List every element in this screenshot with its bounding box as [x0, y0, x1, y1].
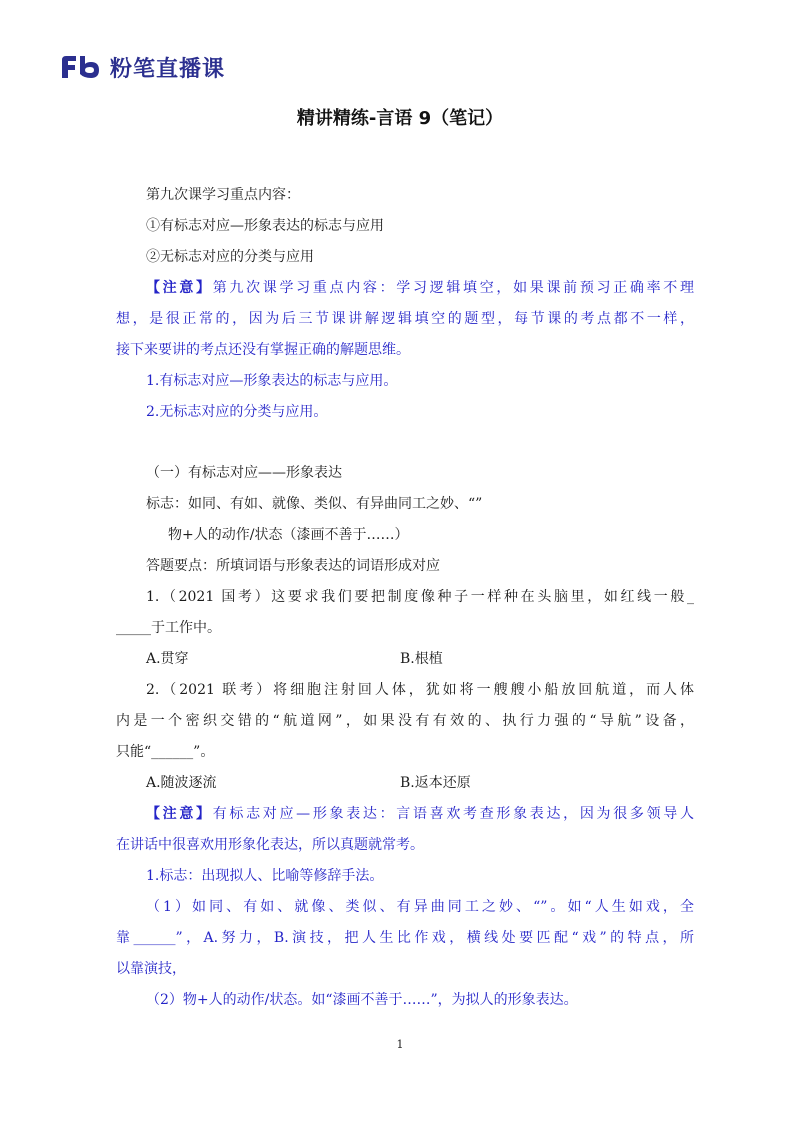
- fenbi-logo-icon: [60, 54, 102, 80]
- note-2-line-d: （1）如同、有如、就像、类似、有异曲同工之妙、“”。如“人生如戏，全: [146, 899, 694, 915]
- question-2-line-b: 内是一个密织交错的“航道网”，如果没有有效的、执行力强的“导航”设备，: [116, 713, 694, 729]
- note-tag: 【注意】: [146, 806, 213, 822]
- question-1-line-b: _____于工作中。: [116, 620, 221, 636]
- study-point-1: ①有标志对应—形象表达的标志与应用: [146, 218, 384, 234]
- question-2-line-a: 2.（2021 联考）将细胞注射回人体，犹如将一艘艘小船放回航道，而人体: [146, 682, 694, 698]
- brand-name: 粉笔直播课: [110, 56, 226, 82]
- question-1-line-a: 1.（2021 国考）这要求我们要把制度像种子一样种在头脑里，如红线一般_: [146, 589, 694, 605]
- markers-line: 标志：如同、有如、就像、类似、有异曲同工之妙、“”: [146, 496, 483, 512]
- question-2-line-c: 只能“______”。: [116, 744, 215, 760]
- note-2-line-e: 靠______”，A.努力，B.演技，把人生比作戏，横线处要匹配“戏”的特点，所: [116, 930, 694, 946]
- question-2-options: [116, 768, 694, 799]
- note-1-line-b: 想，是很正常的，因为后三节课讲解逻辑填空的题型，每节课的考点都不一样，: [116, 311, 694, 327]
- question-2-option-b: B.返本还原: [400, 775, 471, 791]
- document-title: 精讲精练-言语 9（笔记）: [296, 108, 504, 129]
- note-1-item-2: 2.无标志对应的分类与应用。: [146, 404, 328, 420]
- note-1-item-1: 1.有标志对应—形象表达的标志与应用。: [146, 373, 398, 389]
- question-1-option-a: A.贯穿: [146, 651, 189, 667]
- note-2-line-c: 1.标志：出现拟人、比喻等修辞手法。: [146, 868, 384, 884]
- markers-line-2: 物+人的动作/状态（漆画不善于……）: [168, 527, 409, 543]
- note-2-line-b: 在讲话中很喜欢用形象化表达，所以真题就常考。: [116, 837, 424, 853]
- note-1-line-a: 【注意】第九次课学习重点内容：学习逻辑填空，如果课前预习正确率不理: [146, 280, 694, 296]
- section-1-heading: （一）有标志对应——形象表达: [146, 465, 342, 481]
- answer-key-point: 答题要点：所填词语与形象表达的词语形成对应: [146, 558, 440, 574]
- note-2-line-g: （2）物+人的动作/状态。如“漆画不善于……”，为拟人的形象表达。: [146, 992, 578, 1008]
- question-2-option-a: A.随波逐流: [146, 775, 217, 791]
- study-points-heading: 第九次课学习重点内容：: [146, 187, 300, 203]
- question-1-options: [116, 644, 694, 675]
- study-point-2: ②无标志对应的分类与应用: [146, 249, 314, 265]
- brand-header: [60, 52, 225, 82]
- document-body: [116, 180, 694, 1016]
- note-tag: 【注意】: [146, 280, 213, 296]
- page-number: 1: [396, 1038, 404, 1051]
- note-2-line-a: 【注意】有标志对应—形象表达：言语喜欢考查形象表达，因为很多领导人: [146, 806, 694, 822]
- note-1-line-c: 接下来要讲的考点还没有掌握正确的解题思维。: [116, 342, 410, 358]
- note-2-line-f: 以靠演技，: [116, 961, 186, 977]
- question-1-option-b: B.根植: [400, 651, 443, 667]
